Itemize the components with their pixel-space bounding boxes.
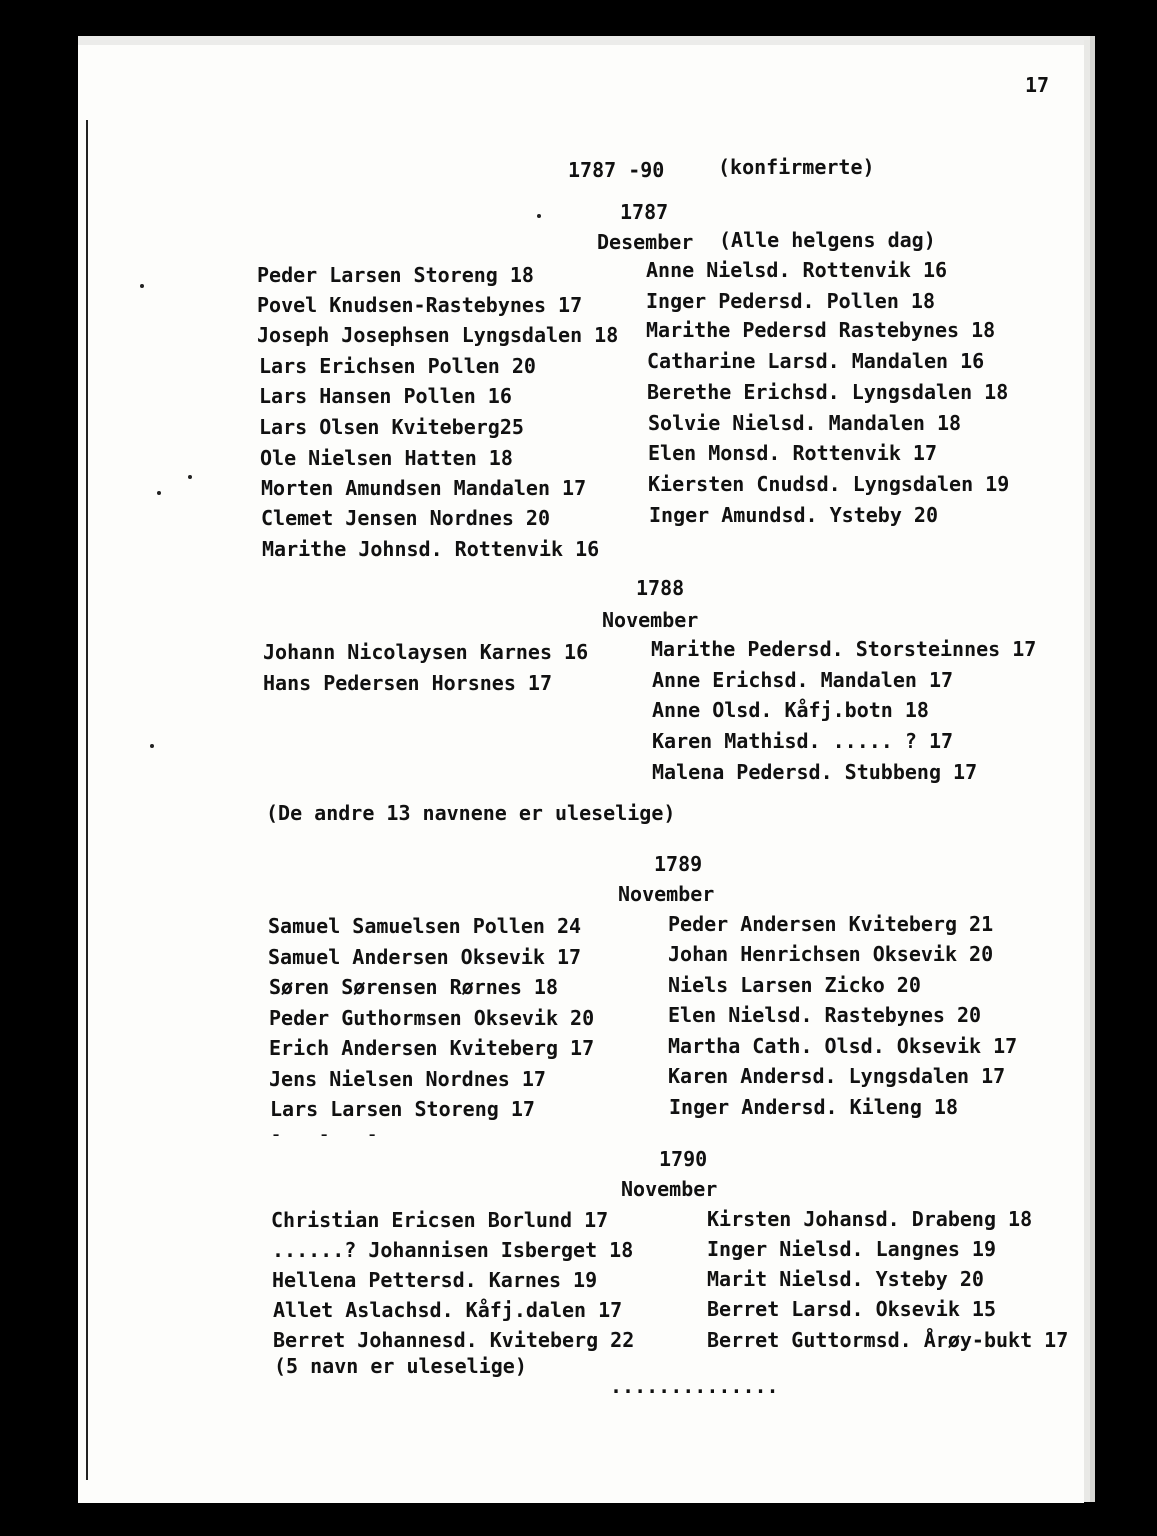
entry-left: Marithe Johnsd. Rottenvik 16	[262, 537, 600, 561]
entry-right: Catharine Larsd. Mandalen 16	[647, 349, 985, 373]
entry-right: Niels Larsen Zicko 20	[668, 973, 921, 997]
entry-left: Erich Andersen Kviteberg 17	[269, 1036, 595, 1060]
entry-left: Samuel Samuelsen Pollen 24	[268, 914, 582, 938]
section-month: November	[621, 1177, 718, 1201]
entry-right: Elen Monsd. Rottenvik 17	[648, 441, 937, 465]
section-year: 1787	[620, 200, 669, 224]
end-mark: ..............	[610, 1374, 779, 1398]
entry-left: Johann Nicolaysen Karnes 16	[263, 640, 589, 664]
section-month: November	[618, 882, 715, 906]
entry-right: Anne Nielsd. Rottenvik 16	[646, 258, 948, 282]
section-year: 1788	[636, 576, 685, 600]
footnote: (5 navn er uleselige)	[274, 1354, 527, 1378]
entry-left: Hans Pedersen Horsnes 17	[263, 671, 552, 695]
entry-right: Marit Nielsd. Ysteby 20	[707, 1267, 984, 1291]
page-number: 17	[1025, 73, 1050, 97]
entry-left: Hellena Pettersd. Karnes 19	[272, 1268, 598, 1292]
entry-right: Anne Erichsd. Mandalen 17	[652, 668, 954, 692]
header-label: (konfirmerte)	[718, 155, 875, 179]
entry-left: Peder Larsen Storeng 18	[257, 263, 534, 287]
speck	[157, 491, 161, 495]
paper-edge-right-back	[1090, 36, 1095, 1502]
section-note: (Alle helgens dag)	[719, 228, 936, 252]
entry-right: Marithe Pedersd. Storsteinnes 17	[651, 637, 1037, 661]
entry-left: Lars Olsen Kviteberg25	[259, 415, 524, 439]
entry-right: Inger Pedersd. Pollen 18	[646, 289, 935, 313]
paper-edge-top	[78, 36, 1094, 45]
entry-right: Malena Pedersd. Stubbeng 17	[652, 760, 978, 784]
entry-right: Johan Henrichsen Oksevik 20	[668, 942, 994, 966]
speck	[537, 214, 541, 218]
section-month: Desember	[597, 230, 694, 254]
section-year: 1789	[654, 852, 703, 876]
entry-left: Lars Hansen Pollen 16	[259, 384, 512, 408]
speck	[150, 744, 154, 748]
speck	[140, 284, 144, 288]
entry-left: ......? Johannisen Isberget 18	[272, 1238, 634, 1262]
entry-right: Martha Cath. Olsd. Oksevik 17	[668, 1034, 1018, 1058]
entry-left: Lars Larsen Storeng 17	[270, 1097, 535, 1121]
entry-left: Joseph Josephsen Lyngsdalen 18	[257, 323, 619, 347]
entry-left: Povel Knudsen-Rastebynes 17	[257, 293, 583, 317]
entry-right: Anne Olsd. Kåfj.botn 18	[652, 698, 929, 722]
speck	[188, 475, 192, 479]
entry-right: Berethe Erichsd. Lyngsdalen 18	[647, 380, 1009, 404]
entry-left: Jens Nielsen Nordnes 17	[269, 1067, 546, 1091]
entry-left: Morten Amundsen Mandalen 17	[261, 476, 587, 500]
entry-right: Peder Andersen Kviteberg 21	[668, 912, 994, 936]
entry-left: Søren Sørensen Rørnes 18	[269, 975, 558, 999]
entry-right: Kirsten Johansd. Drabeng 18	[707, 1207, 1033, 1231]
entry-right: Karen Andersd. Lyngsdalen 17	[668, 1064, 1006, 1088]
entry-left: Allet Aslachsd. Kåfj.dalen 17	[273, 1298, 623, 1322]
entry-right: Berret Larsd. Oksevik 15	[707, 1297, 996, 1321]
entry-right: Inger Andersd. Kileng 18	[669, 1095, 958, 1119]
entry-right: Inger Nielsd. Langnes 19	[707, 1237, 996, 1261]
entry-left: Christian Ericsen Borlund 17	[271, 1208, 609, 1232]
entry-left: Ole Nielsen Hatten 18	[260, 446, 513, 470]
entry-right: Marithe Pedersd Rastebynes 18	[646, 318, 996, 342]
entry-left: Peder Guthormsen Oksevik 20	[269, 1006, 595, 1030]
footnote: (De andre 13 navnene er uleselige)	[266, 801, 676, 825]
entry-right: Karen Mathisd. ..... ? 17	[652, 729, 954, 753]
section-year: 1790	[659, 1147, 708, 1171]
separator-dashes: - - -	[270, 1122, 391, 1146]
entry-left: Lars Erichsen Pollen 20	[259, 354, 536, 378]
entry-left: Samuel Andersen Oksevik 17	[268, 945, 582, 969]
header-years: 1787 -90	[568, 158, 665, 182]
entry-left: Clemet Jensen Nordnes 20	[261, 506, 550, 530]
entry-right: Kiersten Cnudsd. Lyngsdalen 19	[648, 472, 1010, 496]
entry-right: Berret Guttormsd. Årøy-bukt 17	[707, 1328, 1069, 1352]
entry-right: Solvie Nielsd. Mandalen 18	[648, 411, 962, 435]
margin-rule	[86, 120, 88, 1480]
entry-right: Elen Nielsd. Rastebynes 20	[668, 1003, 982, 1027]
section-month: November	[602, 608, 699, 632]
entry-right: Inger Amundsd. Ysteby 20	[649, 503, 938, 527]
entry-left: Berret Johannesd. Kviteberg 22	[273, 1328, 635, 1352]
